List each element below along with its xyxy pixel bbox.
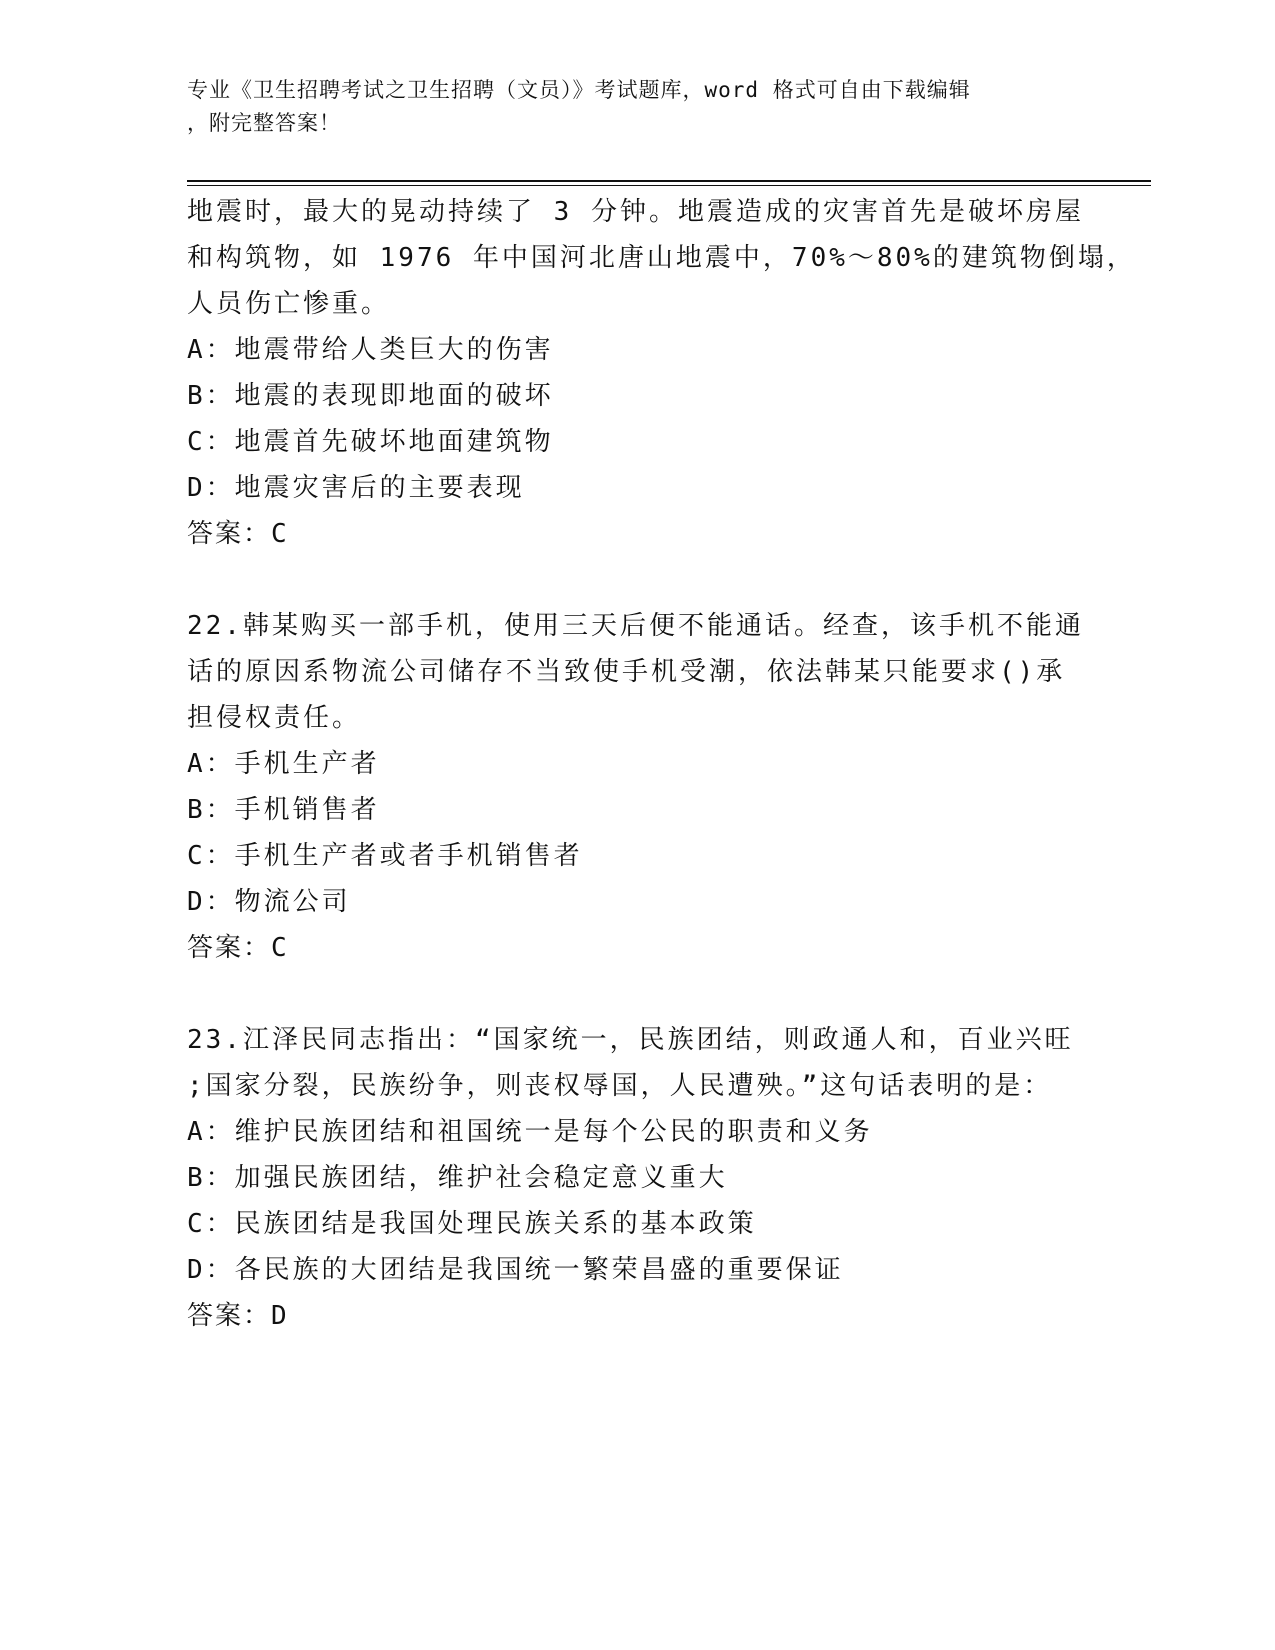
option-b: B：手机销售者: [187, 795, 380, 825]
question-stem-line: 地震时，最大的晃动持续了 3 分钟。地震造成的灾害首先是破坏房屋: [187, 197, 1084, 227]
header-line-1: 专业《卫生招聘考试之卫生招聘（文员）》考试题库，word 格式可自由下载编辑: [187, 78, 971, 102]
option-a: A：手机生产者: [187, 749, 380, 779]
option-c: C：手机生产者或者手机销售者: [187, 841, 583, 871]
answer-line: 答案：C: [187, 933, 289, 963]
option-d: D：地震灾害后的主要表现: [187, 473, 525, 503]
option-d: D：各民族的大团结是我国统一繁荣昌盛的重要保证: [187, 1255, 844, 1285]
document-header: [187, 74, 1087, 140]
question-stem-line: 23.江泽民同志指出：“国家统一，民族团结，则政通人和，百业兴旺: [187, 1025, 1074, 1055]
header-divider-thin: [187, 185, 1151, 186]
question-stem-line: 话的原因系物流公司储存不当致使手机受潮，依法韩某只能要求()承: [187, 657, 1066, 687]
option-b: B：加强民族团结，维护社会稳定意义重大: [187, 1163, 728, 1193]
spacer: [187, 557, 1087, 603]
question-stem-line: ;国家分裂，民族纷争，则丧权辱国，人民遭殃。”这句话表明的是：: [187, 1071, 1053, 1101]
option-c: C：地震首先破坏地面建筑物: [187, 427, 554, 457]
header-line-2: ，附完整答案！: [187, 111, 341, 135]
header-divider-thick: [187, 180, 1151, 182]
answer-line: 答案：D: [187, 1301, 289, 1331]
document-body: [187, 189, 1136, 1339]
option-d: D：物流公司: [187, 887, 351, 917]
option-a: A：维护民族团结和祖国统一是每个公民的职责和义务: [187, 1117, 873, 1147]
question-23: [187, 1017, 1087, 1339]
question-22: [187, 603, 1087, 971]
question-stem-line: 和构筑物，如 1976 年中国河北唐山地震中，70%～80%的建筑物倒塌，: [187, 243, 1136, 273]
question-21: [187, 189, 1136, 557]
question-stem-line: 人员伤亡惨重。: [187, 289, 391, 319]
option-b: B：地震的表现即地面的破坏: [187, 381, 554, 411]
option-c: C：民族团结是我国处理民族关系的基本政策: [187, 1209, 757, 1239]
answer-line: 答案：C: [187, 519, 289, 549]
question-stem-line: 担侵权责任。: [187, 703, 362, 733]
option-a: A：地震带给人类巨大的伤害: [187, 335, 554, 365]
spacer: [187, 971, 1087, 1017]
question-stem-line: 22.韩某购买一部手机，使用三天后便不能通话。经查，该手机不能通: [187, 611, 1084, 641]
